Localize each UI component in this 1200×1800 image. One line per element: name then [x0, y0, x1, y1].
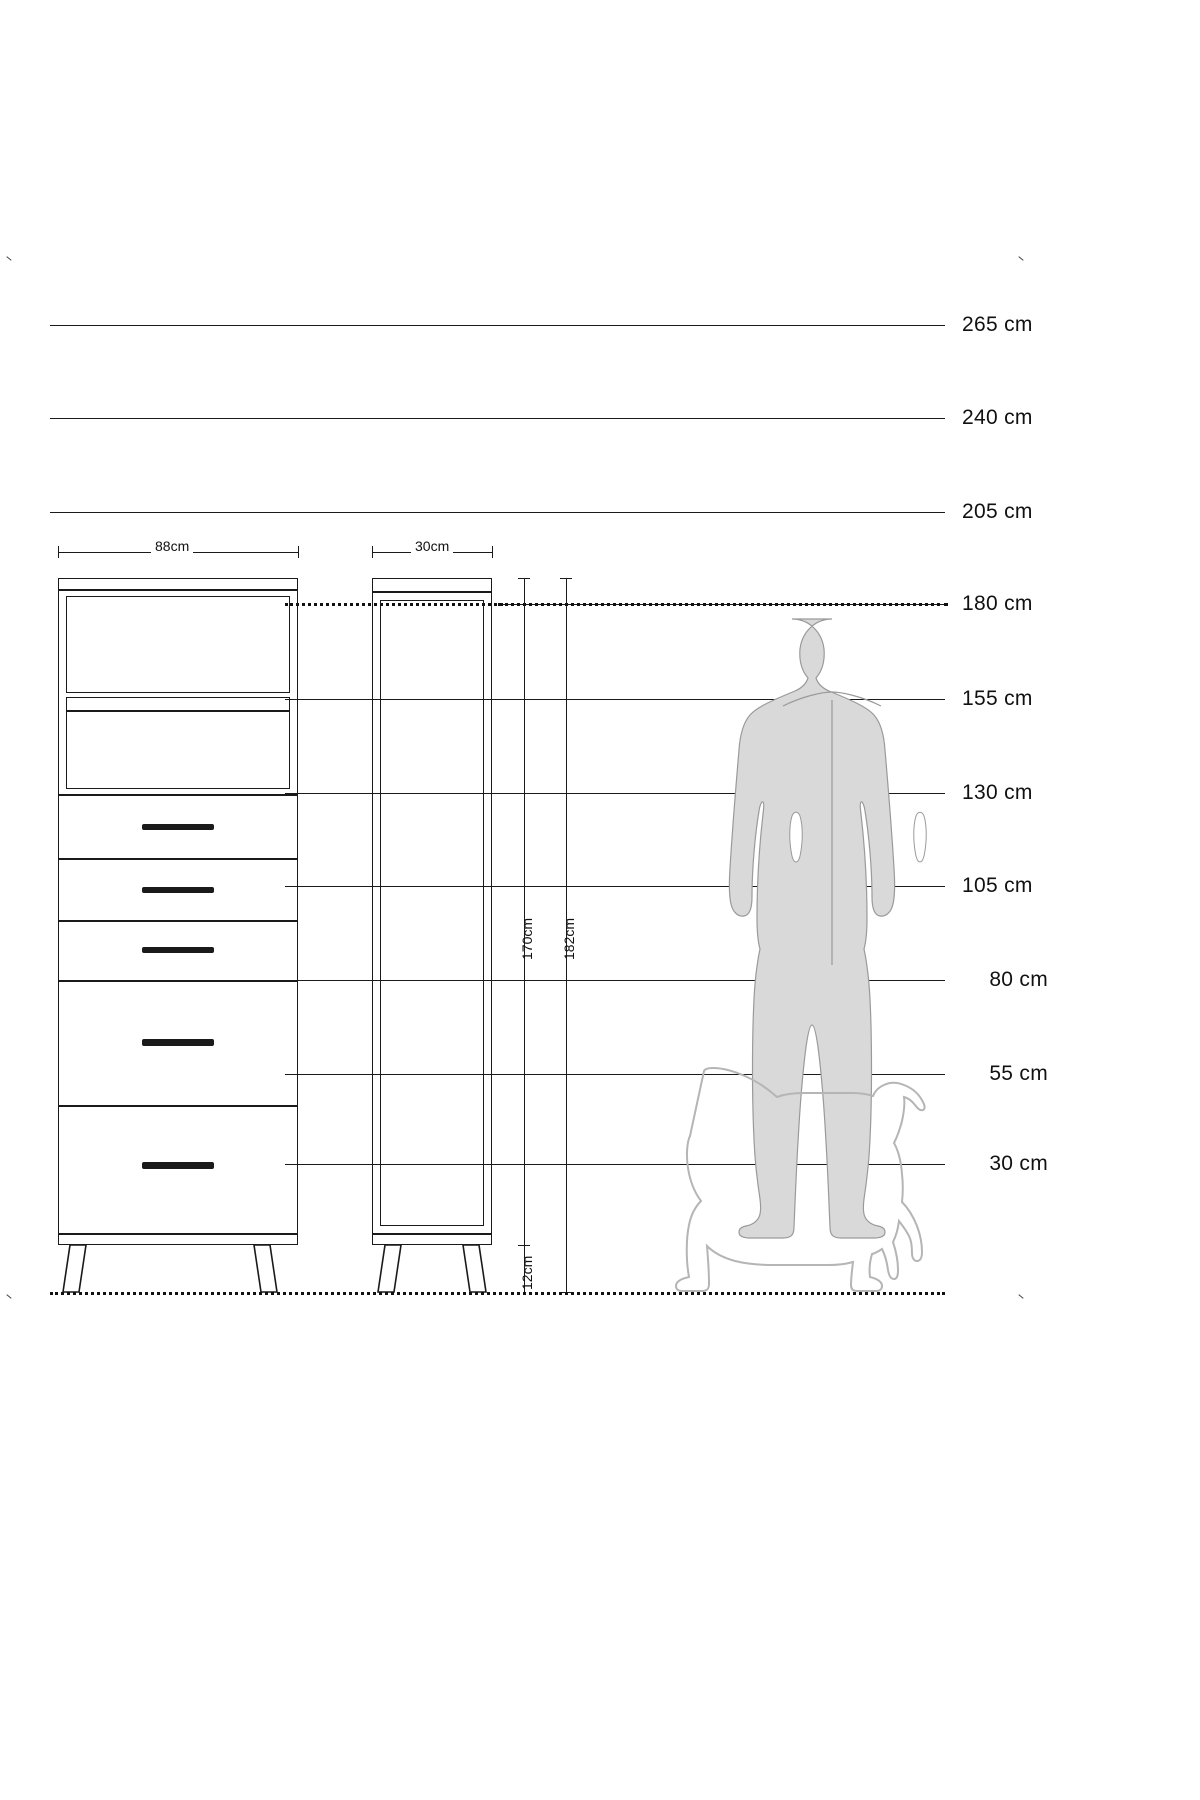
left-cabinet-leg-right: [254, 1245, 277, 1292]
scale-label-105: 105 cm: [962, 874, 1033, 897]
height-dim-label-12: 12cm: [519, 1255, 535, 1290]
left-cabinet-leg-left: [63, 1245, 86, 1292]
narrow-cabinet-leg-right: [463, 1245, 486, 1292]
narrow-cabinet-leg-left: [378, 1245, 401, 1292]
scale-label-205: 205 cm: [962, 500, 1033, 523]
narrow-cabinet-door: [380, 600, 484, 1226]
scale-label-30: 30 cm: [989, 1152, 1048, 1175]
scale-label-130: 130 cm: [962, 781, 1033, 804]
scale-label-240: 240 cm: [962, 406, 1033, 429]
narrow-cabinet-bottom-panel: [372, 1234, 492, 1245]
scale-label-265: 265 cm: [962, 313, 1033, 336]
floor-line: [50, 1292, 945, 1295]
height-dim-label-170: 170cm: [519, 917, 535, 960]
scale-label-155: 155 cm: [962, 687, 1033, 710]
scale-label-180: 180 cm: [962, 592, 1033, 615]
width-dim-label-88: 88cm: [151, 538, 193, 554]
scale-label-55: 55 cm: [989, 1062, 1048, 1085]
height-dim-label-182: 182cm: [561, 917, 577, 960]
scale-label-80: 80 cm: [989, 968, 1048, 991]
width-dim-label-30: 30cm: [411, 538, 453, 554]
narrow-cabinet-top-panel: [372, 578, 492, 592]
human-silhouette-reference: [729, 619, 926, 1238]
